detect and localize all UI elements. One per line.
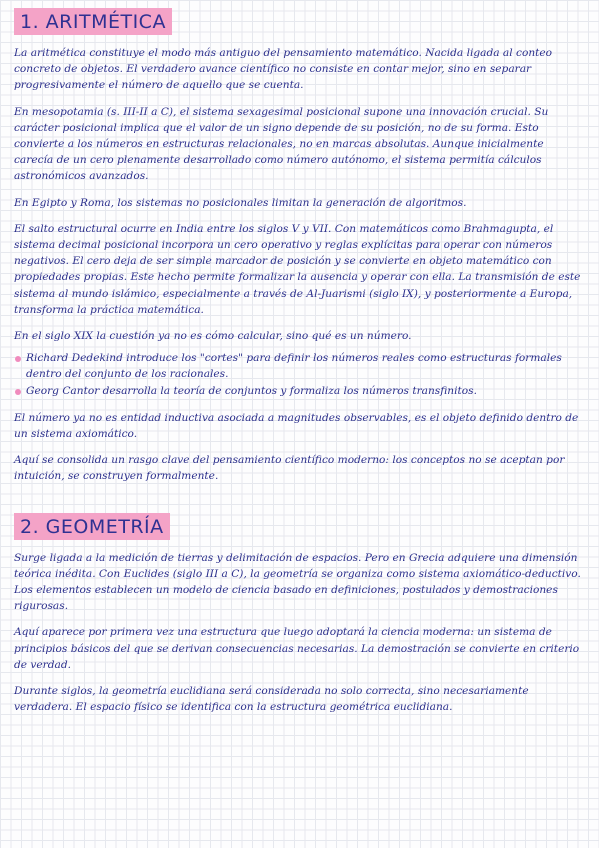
paragraph: El salto estructural ocurre en India entre los siglos V y VII. Con matemáticos como Brahmagupta, el sistema decimal posicional incorpora un cero operativo y reglas explícitas para operar con números negativos. El cero deja de ser simple marcador de posición y se convierte en objeto matemático con propiedades propias. Este hecho permite formalizar la ausencia y operar con ella. La transmisión de este sistema al mundo islámico, especialmente a través de Al-Juarismi (siglo IX), y posteriormente a Europa, transforma la práctica matemática. xyxy=(14,222,581,316)
list-item xyxy=(14,350,586,382)
bullet-text: Richard Dedekind introduce los "cortes" para definir los números reales como estructuras formales dentro del conjunto de los racionales. xyxy=(26,352,562,381)
section-title-arithmetic: 1. ARITMÉTICA xyxy=(14,8,172,35)
paragraph: Aquí aparece por primera vez una estructura que luego adoptará la ciencia moderna: un sistema de principios básicos del que se derivan consecuencias necesarias. La demostración se convierte en criterio de verdad. xyxy=(14,626,580,671)
paragraph: La aritmética constituye el modo más antiguo del pensamiento matemático. Nacida ligada al conteo concreto de objetos. El verdadero avance científico no consiste en contar mejor, sino en separar progresivamente el número de aquello que se cuenta. xyxy=(14,47,553,92)
section-geometry xyxy=(14,513,586,716)
paragraph: El número ya no es entidad inductiva asociada a magnitudes observables, es el objeto definido dentro de un sistema axiomático. xyxy=(14,411,579,441)
paragraph: En Egipto y Roma, los sistemas no posicionales limitan la generación de algoritmos. xyxy=(14,196,467,209)
bullet-dot-icon xyxy=(15,389,21,395)
section-arithmetic xyxy=(14,8,586,485)
paragraph: En mesopotamia (s. III-II a C), el sistema sexagesimal posicional supone una innovación crucial. Su carácter posicional implica que el valor de un signo depende de su posición, no de su forma. Esto convierte a los números en estructuras relacionales, no en marcas absolutas. Aunque inicialmente carecía de un cero plenamente desarrollado como número autónomo, el sistema permitía cálculos astronómicos avanzados. xyxy=(14,105,549,183)
notes-page xyxy=(14,8,586,726)
paragraph: Aquí se consolida un rasgo clave del pensamiento científico moderno: los conceptos no se aceptan por intuición, se construyen formalmente. xyxy=(14,454,565,483)
bullet-text: Georg Cantor desarrolla la teoría de conjuntos y formaliza los números transfinitos. xyxy=(26,384,477,397)
section-spacer xyxy=(14,495,586,513)
bullet-list xyxy=(14,350,586,399)
list-item xyxy=(14,383,586,399)
paragraph: En el siglo XIX la cuestión ya no es cómo calcular, sino qué es un número. xyxy=(14,330,412,343)
paragraph: Surge ligada a la medición de tierras y delimitación de espacios. Pero en Grecia adquiere una dimensión teórica inédita. Con Euclides (siglo III a C), la geometría se organiza como sistema axiomático-deductivo. Los elementos establecen un modelo de ciencia basado en definiciones, postulados y demostraciones rigurosas. xyxy=(14,551,581,613)
paragraph: Durante siglos, la geometría euclidiana será considerada no solo correcta, sino necesariamente verdadera. El espacio físico se identifica con la estructura geométrica euclidiana. xyxy=(14,685,529,714)
section-title-geometry: 2. GEOMETRÍA xyxy=(14,513,170,540)
bullet-dot-icon xyxy=(15,356,21,362)
